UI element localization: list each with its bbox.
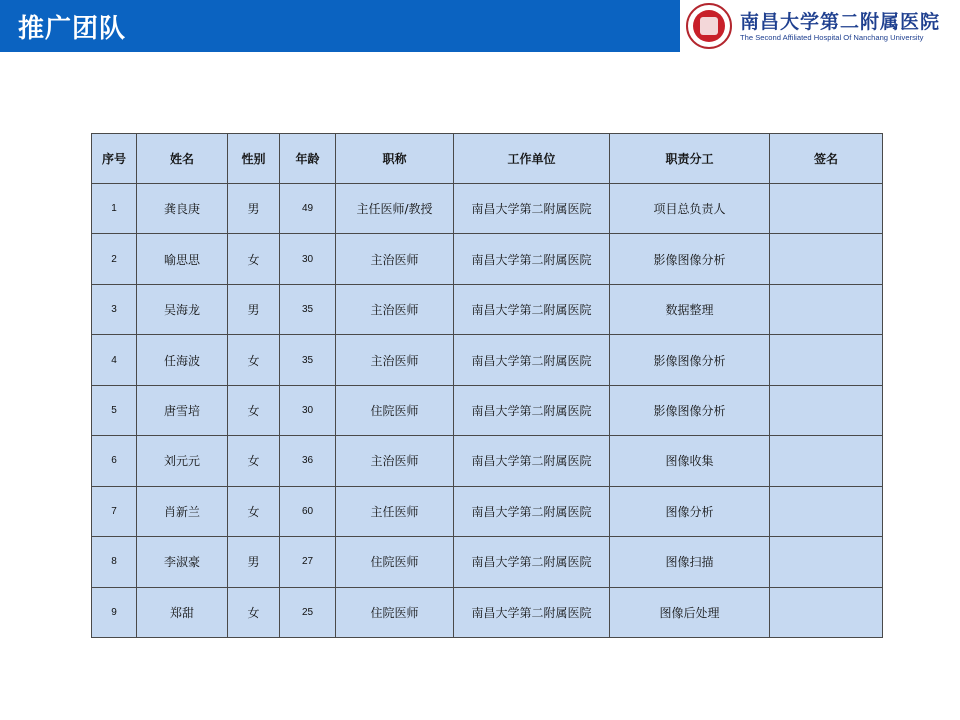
page-title: 推广团队 — [18, 14, 127, 44]
table-row — [92, 436, 883, 486]
cell-title: 主治医师 — [336, 335, 454, 385]
cell-workplace: 南昌大学第二附属医院 — [454, 436, 610, 486]
table-row — [92, 587, 883, 638]
table-row — [92, 335, 883, 385]
cell-title: 主治医师 — [336, 436, 454, 486]
cell-duty: 影像图像分析 — [610, 335, 770, 385]
cell-gender: 男 — [228, 284, 280, 334]
col-header-title: 职称 — [336, 134, 454, 184]
cell-age: 60 — [280, 486, 336, 536]
cell-title: 主任医师 — [336, 486, 454, 536]
cell-name: 吴海龙 — [137, 284, 228, 334]
team-table — [91, 133, 883, 638]
cell-age: 30 — [280, 234, 336, 284]
cell-workplace: 南昌大学第二附属医院 — [454, 486, 610, 536]
cell-duty: 图像后处理 — [610, 587, 770, 638]
cell-age: 30 — [280, 385, 336, 435]
cell-age: 25 — [280, 587, 336, 638]
cell-age: 49 — [280, 184, 336, 234]
col-header-index: 序号 — [92, 134, 137, 184]
cell-age: 35 — [280, 284, 336, 334]
cell-index: 2 — [92, 234, 137, 284]
cell-gender: 女 — [228, 436, 280, 486]
hospital-name-en: The Second Affiliated Hospital Of Nanchang University — [740, 33, 924, 42]
cell-gender: 女 — [228, 587, 280, 638]
cell-index: 9 — [92, 587, 137, 638]
cell-workplace: 南昌大学第二附属医院 — [454, 184, 610, 234]
hospital-seal-icon — [686, 3, 732, 49]
cell-workplace: 南昌大学第二附属医院 — [454, 234, 610, 284]
cell-gender: 女 — [228, 486, 280, 536]
table-row — [92, 486, 883, 536]
cell-signature[interactable] — [770, 234, 883, 284]
cell-duty: 影像图像分析 — [610, 234, 770, 284]
cell-name: 龚良庚 — [137, 184, 228, 234]
cell-index: 3 — [92, 284, 137, 334]
cell-title: 住院医师 — [336, 587, 454, 638]
cell-name: 郑甜 — [137, 587, 228, 638]
cell-index: 5 — [92, 385, 137, 435]
cell-gender: 女 — [228, 385, 280, 435]
hospital-logo — [680, 0, 960, 52]
cell-index: 6 — [92, 436, 137, 486]
table-header-row — [92, 134, 883, 184]
cell-name: 喻思思 — [137, 234, 228, 284]
table-row — [92, 234, 883, 284]
cell-title: 主治医师 — [336, 234, 454, 284]
col-header-duty: 职责分工 — [610, 134, 770, 184]
cell-name: 李淑豪 — [137, 537, 228, 587]
col-header-gender: 性别 — [228, 134, 280, 184]
cell-gender: 女 — [228, 234, 280, 284]
cell-signature[interactable] — [770, 436, 883, 486]
cell-duty: 图像扫描 — [610, 537, 770, 587]
cell-workplace: 南昌大学第二附属医院 — [454, 335, 610, 385]
cell-name: 刘元元 — [137, 436, 228, 486]
header-bar — [0, 0, 960, 52]
cell-signature[interactable] — [770, 537, 883, 587]
cell-index: 8 — [92, 537, 137, 587]
cell-workplace: 南昌大学第二附属医院 — [454, 537, 610, 587]
cell-duty: 图像分析 — [610, 486, 770, 536]
table-row — [92, 284, 883, 334]
cell-duty: 项目总负责人 — [610, 184, 770, 234]
cell-signature[interactable] — [770, 587, 883, 638]
cell-signature[interactable] — [770, 335, 883, 385]
cell-title: 住院医师 — [336, 537, 454, 587]
col-header-age: 年龄 — [280, 134, 336, 184]
cell-duty: 数据整理 — [610, 284, 770, 334]
col-header-workplace: 工作单位 — [454, 134, 610, 184]
cell-duty: 影像图像分析 — [610, 385, 770, 435]
cell-index: 1 — [92, 184, 137, 234]
table-row — [92, 184, 883, 234]
cell-title: 主治医师 — [336, 284, 454, 334]
cell-workplace: 南昌大学第二附属医院 — [454, 284, 610, 334]
table-row — [92, 385, 883, 435]
hospital-name-cn: 南昌大学第二附属医院 — [740, 11, 941, 33]
cell-title: 住院医师 — [336, 385, 454, 435]
cell-signature[interactable] — [770, 486, 883, 536]
cell-workplace: 南昌大学第二附属医院 — [454, 385, 610, 435]
cell-name: 肖新兰 — [137, 486, 228, 536]
cell-signature[interactable] — [770, 284, 883, 334]
cell-name: 任海波 — [137, 335, 228, 385]
cell-gender: 男 — [228, 537, 280, 587]
cell-name: 唐雪培 — [137, 385, 228, 435]
col-header-name: 姓名 — [137, 134, 228, 184]
cell-signature[interactable] — [770, 385, 883, 435]
col-header-signature: 签名 — [770, 134, 883, 184]
cell-age: 35 — [280, 335, 336, 385]
cell-age: 36 — [280, 436, 336, 486]
cell-signature[interactable] — [770, 184, 883, 234]
table-row — [92, 537, 883, 587]
cell-age: 27 — [280, 537, 336, 587]
cell-gender: 男 — [228, 184, 280, 234]
cell-index: 4 — [92, 335, 137, 385]
cell-workplace: 南昌大学第二附属医院 — [454, 587, 610, 638]
cell-gender: 女 — [228, 335, 280, 385]
cell-duty: 图像收集 — [610, 436, 770, 486]
cell-index: 7 — [92, 486, 137, 536]
cell-title: 主任医师/教授 — [336, 184, 454, 234]
